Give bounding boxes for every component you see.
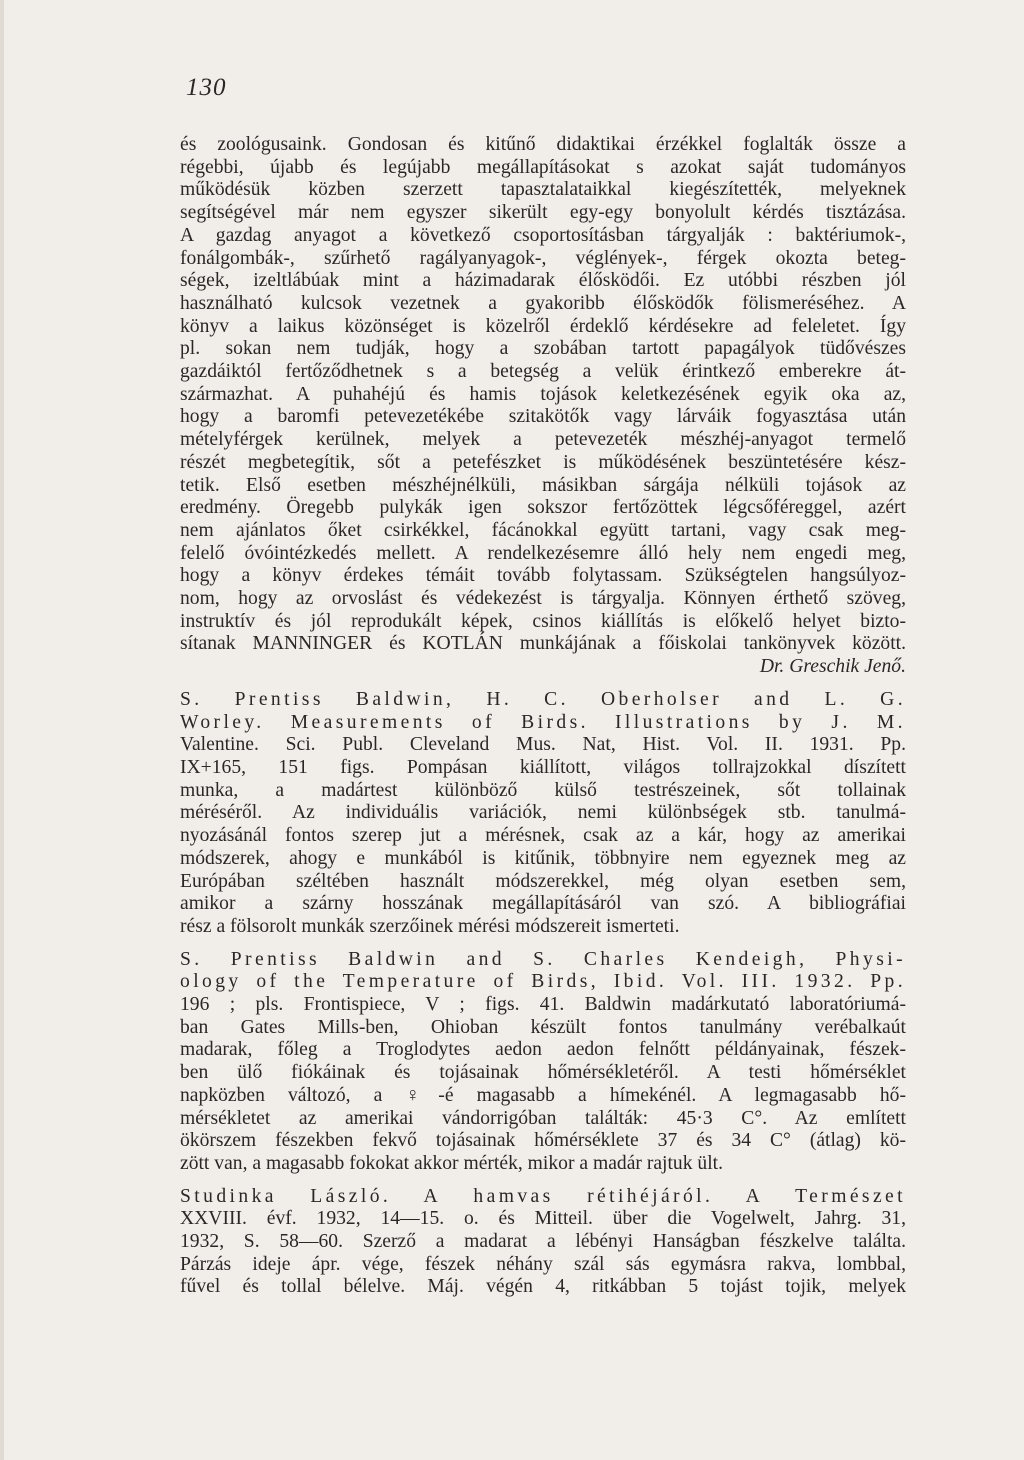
text-line: hogy a könyv érdekes témáit tovább folytassam. Szükségtelen hangsúlyoz- [180,565,906,587]
text-line: nom, hogy az orvoslást és védekezést is tárgyalja. Könnyen érthető szöveg, [180,588,906,610]
text-line: mérsékletet az amerikai vándorrigóban találták: 45·3 C°. Az említett [180,1107,906,1129]
text-line: segítségével már nem egyszer sikerült egy-egy bonyolult kérdés tisztázása. [180,202,906,224]
text-line: Európában széltében használt módszerekkel, még olyan esetben sem, [180,870,906,892]
text-line: méréséről. Az individuális variációk, nemi különbségek stb. tanulmá- [180,802,906,824]
text-line: könyv a laikus közönséget is közelről érdeklő kérdésekre ad feleletet. Így [180,315,906,337]
text-line: származhat. A puhahéjú és hamis tojások keletkezésének egyik oka az, [180,383,906,405]
text-line: nyozásánál fontos szerep jut a mérésnek, csak az a kár, hogy az amerikai [180,825,906,847]
paragraph-gap [180,679,906,689]
text-line: gazdáiktól fertőződhetnek s a betegség a velük érintkező emberekre át- [180,361,906,383]
text-line: felelő óvóintézkedés mellett. A rendelkezésemre álló hely nem engedi meg, [180,542,906,564]
text-line: használható kulcsok vezetnek a gyakoribb élősködők fölismeréséhez. A [180,292,906,314]
text-line: Worley. Measurements of Birds. Illustrations by J. M. [180,711,906,733]
text-line: fonálgombák-, szűrhető ragályanyagok-, véglények-, férgek okozta beteg- [180,247,906,269]
text-line: munka, a madártest különböző külső testrészeinek, sőt tollainak [180,779,906,801]
text-line: A gazdag anyagot a következő csoportosításban tárgyalják : baktériumok-, [180,224,906,246]
text-line: rész a fölsorolt munkák szerzőinek mérési módszereit ismerteti. [180,915,680,937]
text-line: ökörszem fészekben fekvő tojásainak hőmérséklete 37 és 34 C° (átlag) kö- [180,1130,906,1152]
signature-line: Dr. Greschik Jenő. [759,656,906,678]
text-line: nem ajánlatos őket csirkékkel, fácánokkal együtt tartani, vagy csak meg- [180,519,906,541]
text-line: ben ülő fiókáinak és tojásainak hőmérsékletéről. A testi hőmérséklet [180,1062,906,1084]
text-line: 196 ; pls. Frontispiece, V ; figs. 41. Baldwin madárkutató laboratóriumá- [180,994,906,1016]
text-line: fűvel és tollal bélelve. Máj. végén 4, ritkábban 5 tojást tojik, melyek [180,1276,906,1298]
text-line: pl. sokan nem tudják, hogy a szobában tartott papagályok tüdővészes [180,338,906,360]
text-line: napközben változó, a ♀-é magasabb a hímekénél. A legmagasabb hő- [180,1084,906,1106]
text-line: működésük közben szerzett tapasztalataikkal kiegészítették, melyeknek [180,179,906,201]
text-line: madarak, főleg a Troglodytes aedon aedon felnőtt példányainak, fészek- [180,1039,906,1061]
text-line: sítanak MANNINGER és KOTLÁN munkájának a főiskolai tankönyvek között. [180,633,906,655]
text-line: régebbi, újabb és legújabb megállapításokat s azokat saját tudományos [180,156,906,178]
paragraph-gap [180,939,906,949]
text-line: zött van, a magasabb fokokat akkor mérték, mikor a madár rajtuk ült. [180,1152,723,1174]
text-line: 1932, S. 58—60. Szerző a madarat a lébényi Hanságban fészkelve találta. [180,1231,906,1253]
text-line: mételyférgek kerülnek, melyek a petevezeték mészhéj-anyagot termelő [180,429,906,451]
text-line: és zoológusaink. Gondosan és kitűnő didaktikai érzékkel foglalták össze a [180,134,906,155]
text-line: S. Prentiss Baldwin and S. Charles Kendeigh, Physi- [180,948,906,970]
text-line: instruktív és jól reprodukált képek, csinos kiállítás is előkelő helyet bizto- [180,610,906,632]
text-line: ban Gates Mills-ben, Ohioban készült fontos tanulmány verébalkaút [180,1016,906,1038]
text-line: Studinka László. A hamvas rétihéjáról. A Természet [180,1185,906,1207]
text-line: ology of the Temperature of Birds, Ibid. Vol. III. 1932. Pp. [180,971,906,993]
text-line: módszerek, ahogy e munkából is kitűnik, többnyire nem egyeznek meg az [180,847,906,869]
text-line: eredmény. Öregebb pulykák igen sokszor fertőzöttek légcsőféreggel, azért [180,497,906,519]
text-line: ségek, izeltlábúak mint a házimadarak élősködői. Ez utóbbi részben jól [180,270,906,292]
text-line: Párzás ideje ápr. vége, fészek néhány szál sás egymásra rakva, lombbal, [180,1253,906,1275]
text-line: tetik. Első esetben mészhéjnélküli, másikban sárgája nélküli tojások az [180,474,906,496]
page-number: 130 [186,74,227,101]
text-line: IX+165, 151 figs. Pompásan kiállított, világos tollrajzokkal díszített [180,756,906,778]
text-line: amikor a szárny hosszának megállapításáról van szó. A bibliográfiai [180,893,906,915]
paragraph-gap [180,1176,906,1186]
text-line: hogy a baromfi petevezetékébe szitakötők vagy lárváik fogyasztása után [180,406,906,428]
text-line: XXVIII. évf. 1932, 14—15. o. és Mitteil. über die Vogelwelt, Jahrg. 31, [180,1208,906,1230]
body-text [180,134,906,1299]
text-line: részét megbetegítik, sőt a petefészket is működésének beszüntetésére kész- [180,451,906,473]
text-line: S. Prentiss Baldwin, H. C. Oberholser and L. G. [180,688,906,710]
text-line: Valentine. Sci. Publ. Cleveland Mus. Nat, Hist. Vol. II. 1931. Pp. [180,734,906,756]
